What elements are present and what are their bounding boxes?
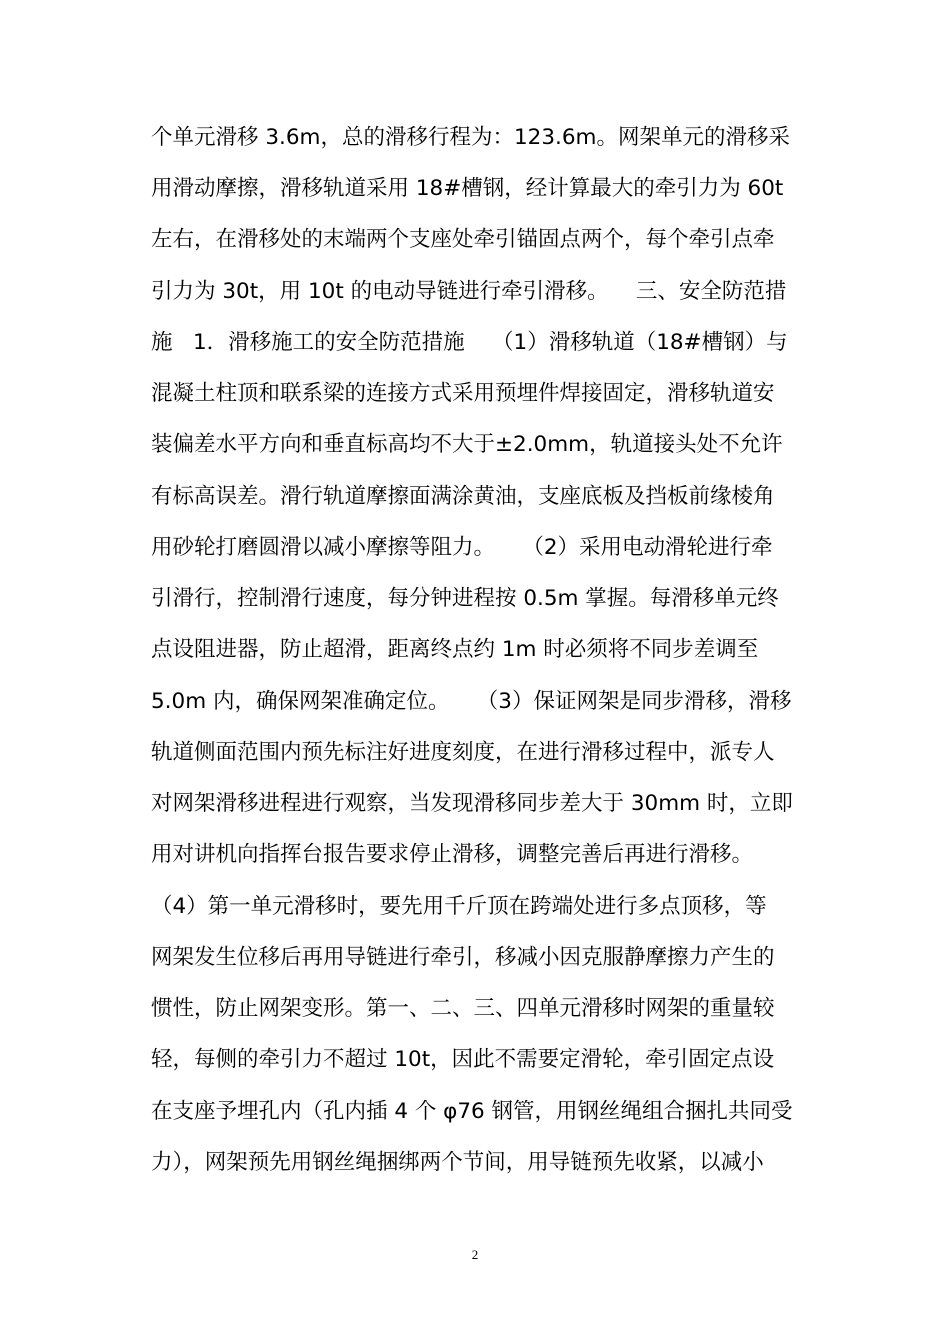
body-line-10: 引滑行，控制滑行速度，每分钟进程按 0.5m 掌握。每滑移单元终 <box>151 586 779 611</box>
page-number: 2 <box>471 1247 479 1262</box>
body-line-1: 个单元滑移 3.6m，总的滑移行程为：123.6m。网架单元的滑移采 <box>151 125 790 150</box>
body-line-2: 用滑动摩擦，滑移轨道采用 18#槽钢，经计算最大的牵引力为 60t <box>151 176 784 201</box>
body-line-5: 施 1．滑移施工的安全防范措施 （1）滑移轨道（18#槽钢）与 <box>151 330 788 355</box>
body-line-8: 有标高误差。滑行轨道摩擦面满涂黄油，支座底板及挡板前缘棱角 <box>151 484 775 509</box>
body-line-20: 在支座予埋孔内（孔内插 4 个 φ76 钢管，用钢丝绳组合捆扎共同受 <box>151 1099 793 1124</box>
body-line-15: 用对讲机向指挥台报告要求停止滑移，调整完善后再进行滑移。 <box>151 842 754 867</box>
body-line-12: 5.0m 内，确保网架准确定位。 （3）保证网架是同步滑移，滑移 <box>151 689 792 714</box>
body-line-16: （4）第一单元滑移时，要先用千斤顶在跨端处进行多点顶移，等 <box>151 894 767 919</box>
body-line-9: 用砂轮打磨圆滑以减小摩擦等阻力。 （2）采用电动滑轮进行牵 <box>151 535 773 560</box>
body-line-3: 左右，在滑移处的末端两个支座处牵引锚固点两个，每个牵引点牵 <box>151 227 775 252</box>
body-line-21: 力），网架预先用钢丝绳捆绑两个节间，用导链预先收紧，以减小 <box>151 1150 764 1175</box>
body-line-7: 装偏差水平方向和垂直标高均不大于±2.0mm，轨道接头处不允许 <box>151 432 783 457</box>
body-line-19: 轻，每侧的牵引力不超过 10t，因此不需要定滑轮，牵引固定点设 <box>151 1047 775 1072</box>
body-line-4: 引力为 30t，用 10t 的电动导链进行牵引滑移。 三、安全防范措 <box>151 279 787 304</box>
body-line-17: 网架发生位移后再用导链进行牵引，移减小因克服静摩擦力产生的 <box>151 945 775 970</box>
body-line-14: 对网架滑移进程进行观察，当发现滑移同步差大于 30mm 时，立即 <box>151 791 793 816</box>
body-line-13: 轨道侧面范围内预先标注好进度刻度，在进行滑移过程中，派专人 <box>151 740 775 765</box>
body-line-11: 点设阻进器，防止超滑，距离终点约 1m 时必须将不同步差调至 <box>151 637 759 662</box>
body-line-18: 惯性，防止网架变形。第一、二、三、四单元滑移时网架的重量较 <box>151 996 775 1021</box>
body-line-6: 混凝土柱顶和联系梁的连接方式采用预埋件焊接固定，滑移轨道安 <box>151 381 775 406</box>
